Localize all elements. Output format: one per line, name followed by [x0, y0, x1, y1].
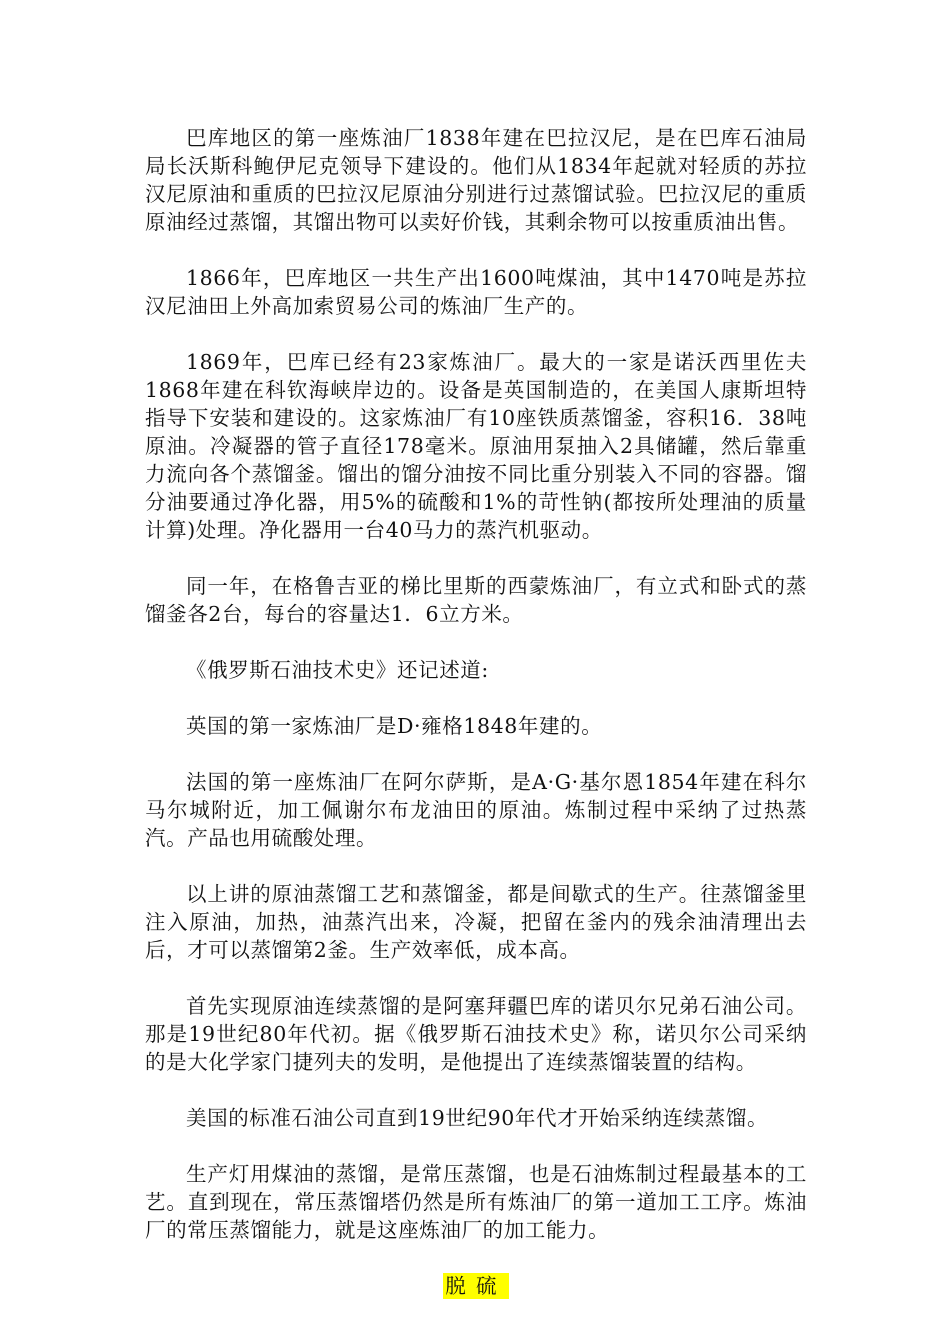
paragraph-atmospheric-distillation: 生产灯用煤油的蒸馏，是常压蒸馏，也是石油炼制过程最基本的工艺。直到现在，常压蒸馏塔仍然是所有炼油厂的第一道加工工序。炼油厂的常压蒸馏能力，就是这座炼油厂的加工能力。 — [145, 1162, 807, 1242]
paragraph-tbilisi-refinery: 同一年，在格鲁吉亚的梯比里斯的西蒙炼油厂，有立式和卧式的蒸馏釜各2台，每台的容量达1．6立方米。 — [145, 574, 807, 626]
document-page — [145, 124, 807, 1300]
paragraph-1866-kerosene: 1866年，巴库地区一共生产出1600吨煤油，其中1470吨是苏拉汉尼油田上外高加索贸易公司的炼油厂生产的。 — [145, 266, 807, 318]
paragraph-baku-first-refinery: 巴库地区的第一座炼油厂1838年建在巴拉汉尼，是在巴库石油局局长沃斯科鲍伊尼克领导下建设的。他们从1834年起就对轻质的苏拉汉尼原油和重质的巴拉汉尼原油分别进行过蒸馏试验。巴拉汉尼的重质原油经过蒸馏，其馏出物可以卖好价钱，其剩余物可以按重质油出售。 — [145, 126, 807, 234]
paragraph-1869-refineries: 1869年，巴库已经有23家炼油厂。最大的一家是诺沃西里佐夫1868年建在科钦海峡岸边的。设备是英国制造的，在美国人康斯坦特指导下安装和建设的。这家炼油厂有10座铁质蒸馏釜，容积16．38吨原油。冷凝器的管子直径178毫米。原油用泵抽入2具储罐，然后靠重力流向各个蒸馏釜。馏出的馏分油按不同比重分别装入不同的容器。馏分油要通过净化器，用5%的硫酸和1%的苛性钠(都按所处理油的质量计算)处理。净化器用一台40马力的蒸汽机驱动。 — [145, 350, 807, 542]
paragraph-england-refinery: 英国的第一家炼油厂是D·雍格1848年建的。 — [186, 714, 603, 738]
paragraph-continuous-distillation: 首先实现原油连续蒸馏的是阿塞拜疆巴库的诺贝尔兄弟石油公司。那是19世纪80年代初。据《俄罗斯石油技术史》称，诺贝尔公司采纳的是大化学家门捷列夫的发明，是他提出了连续蒸馏装置的结构。 — [145, 994, 807, 1074]
section-heading-wrapper — [145, 1272, 807, 1300]
paragraph-history-quote: 《俄罗斯石油技术史》还记述道: — [186, 658, 489, 682]
paragraph-france-refinery: 法国的第一座炼油厂在阿尔萨斯，是A·G·基尔恩1854年建在科尔马尔城附近，加工佩谢尔布龙油田的原油。炼制过程中采纳了过热蒸汽。产品也用硫酸处理。 — [145, 770, 807, 850]
section-heading-desulfurization: 脱硫 — [445, 1274, 507, 1298]
paragraph-standard-oil: 美国的标准石油公司直到19世纪90年代才开始采纳连续蒸馏。 — [186, 1106, 769, 1130]
paragraph-batch-distillation: 以上讲的原油蒸馏工艺和蒸馏釜，都是间歇式的生产。往蒸馏釜里注入原油，加热，油蒸汽出来，冷凝，把留在釜内的残余油清理出去后，才可以蒸馏第2釜。生产效率低，成本高。 — [145, 882, 807, 962]
